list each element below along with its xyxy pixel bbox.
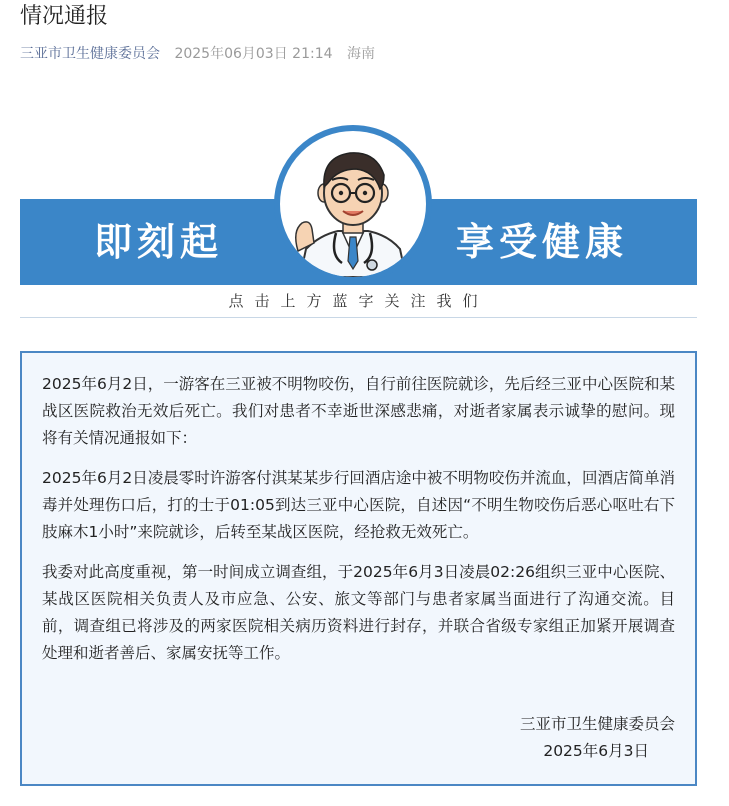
article-meta	[20, 44, 375, 64]
banner-left-text: 即刻起	[94, 220, 224, 264]
notice-paragraph: 2025年6月2日，一游客在三亚被不明物咬伤，自行前往医院就诊，先后经三亚中心医院和某战区医院救治无效后死亡。我们对患者不幸逝世深感悲痛，对逝者家属表示诚挚的慰问。现将有关情况通报如下：	[42, 375, 675, 447]
notice-date: 2025年6月3日	[543, 742, 649, 760]
notice-paragraph: 2025年6月2日凌晨零时许游客付淇某某步行回酒店途中被不明物咬伤并流血，回酒店简单消毒并处理伤口后，打的士于01:05到达三亚中心医院，自述因“不明生物咬伤后恶心呕吐右下肢麻木1小时”来院就诊，后转至某战区医院，经抢救无效死亡。	[42, 469, 675, 541]
account-name-link[interactable]: 三亚市卫生健康委员会	[20, 46, 160, 62]
notice-paragraph: 我委对此高度重视，第一时间成立调查组，于2025年6月3日凌晨02:26组织三亚中心医院、某战区医院相关负责人及市应急、公安、旅文等部门与患者家属当面进行了沟通交流。目前，调查组已将涉及的两家医院相关病历资料进行封存，并联合省级专家组正加紧开展调查处理和逝者善后、家属安抚等工作。	[42, 563, 675, 662]
article-title: 情况通报	[20, 4, 109, 29]
doctor-avatar-icon	[274, 125, 432, 283]
banner-right-text: 享受健康	[456, 220, 629, 264]
notice-box	[20, 351, 697, 786]
follow-prompt: 点击上方蓝字关注我们	[228, 292, 489, 310]
publish-datetime: 2025年06月03日 21:14	[174, 46, 333, 62]
header-banner[interactable]	[20, 125, 697, 335]
banner-divider	[20, 317, 697, 318]
notice-signature-block	[520, 711, 675, 765]
notice-signature: 三亚市卫生健康委员会	[519, 715, 675, 733]
publish-location: 海南	[346, 46, 375, 62]
